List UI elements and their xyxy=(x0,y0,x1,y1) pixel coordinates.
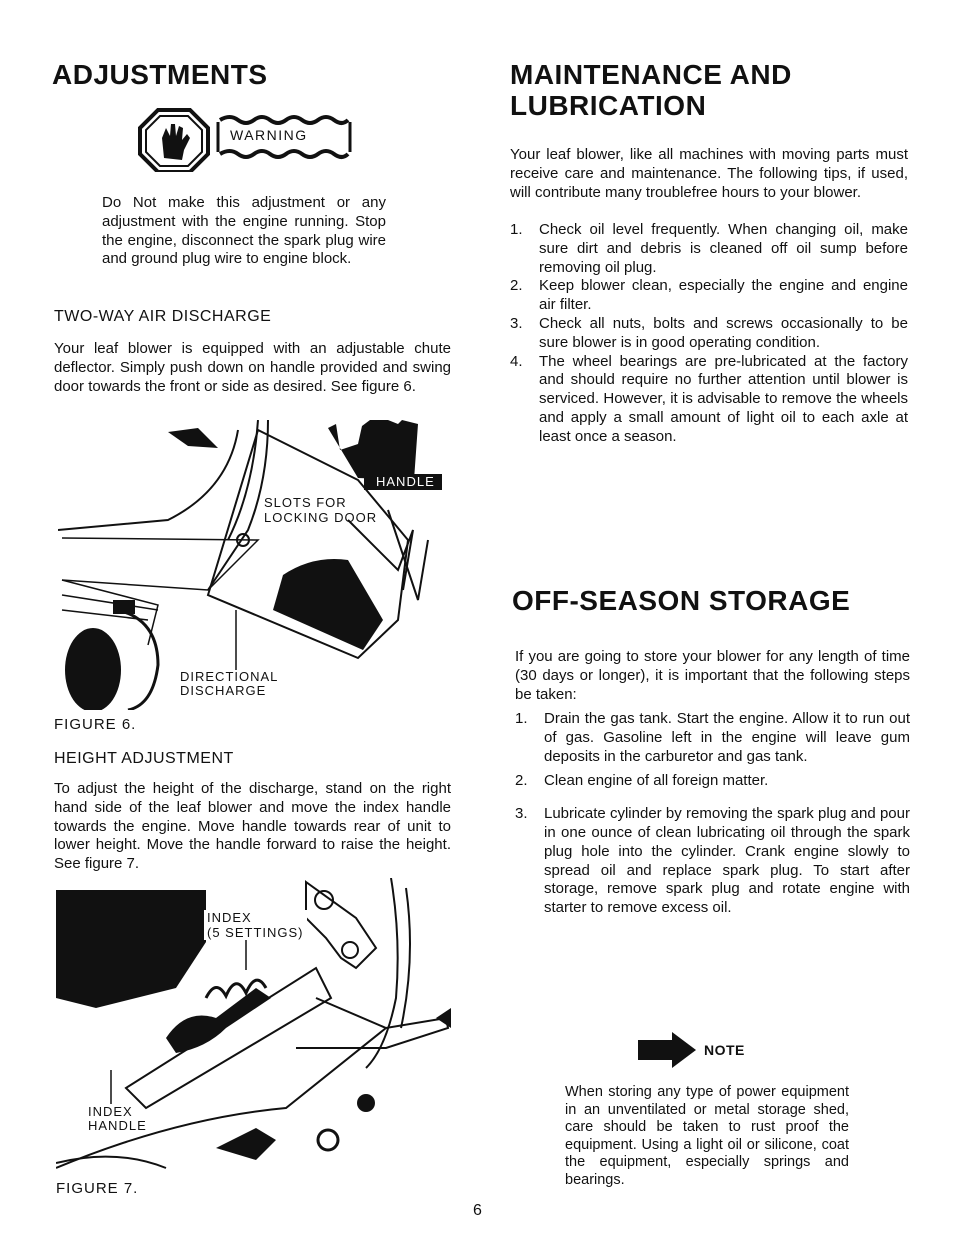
storage-steps xyxy=(515,710,910,918)
list-item: 3. Lubricate cylinder by removing the spark plug and pour in one ounce of clean lubricating oil through the spark plug hole into the cylinder. Crank engine slowly to spread oil and replace spark plug. To start after storage, remove spark plug and rotate engine with starter to remove excess oil. xyxy=(515,805,910,917)
maintenance-title-line2: LUBRICATION xyxy=(510,90,707,121)
fig7-label-index-1: INDEX xyxy=(207,910,252,925)
warning-label: WARNING xyxy=(230,127,308,143)
storage-title: OFF-SEASON STORAGE xyxy=(512,585,851,616)
arrow-right-icon xyxy=(636,1030,698,1070)
page-number: 6 xyxy=(473,1202,482,1219)
fig6-label-slots-2: LOCKING DOOR xyxy=(264,510,378,525)
note-header xyxy=(636,1030,756,1070)
height-heading: HEIGHT ADJUSTMENT xyxy=(54,750,234,767)
fig7-label-index-2: (5 SETTINGS) xyxy=(207,925,304,940)
list-item: 4. The wheel bearings are pre-lubricated at the factory and should require no further attention until blower is serviced. However, it is advisable to remove the wheels and apply a small amount of light oil to each axle at least once a season. xyxy=(510,352,908,445)
storage-intro: If you are going to store your blower for any length of time (30 days or longer), it is important that the following steps be taken: xyxy=(515,648,910,703)
fig7-label-handle-1: INDEX xyxy=(88,1104,133,1119)
two-way-text: Your leaf blower is equipped with an adjustable chute deflector. Simply push down on handle provided and swing door towards the front or side as desired. See figure 6. xyxy=(54,340,451,395)
figure-7-illustration xyxy=(56,878,452,1178)
height-text: To adjust the height of the discharge, stand on the right hand side of the leaf blower and move the index handle towards the engine. Move handle towards rear of unit to lower height. Move the handle forward to raise the height. See figure 7. xyxy=(54,780,451,873)
list-item: 2. Keep blower clean, especially the engine and engine air filter. xyxy=(510,277,908,314)
list-item: 1. Drain the gas tank. Start the engine. Allow it to run out of gas. Gasoline left in the engine will leave gum deposits in the carburetor and gas tank. xyxy=(515,710,910,765)
figure-6-caption: FIGURE 6. xyxy=(54,716,137,733)
chute-deflector-drawing xyxy=(58,420,448,710)
maintenance-title-line1: MAINTENANCE AND xyxy=(510,59,792,90)
adjustments-title: ADJUSTMENTS xyxy=(52,59,268,90)
maintenance-steps xyxy=(510,221,908,447)
warning-block xyxy=(138,108,358,172)
list-item: 3. Check all nuts, bolts and screws occasionally to be sure blower is in good operating condition. xyxy=(510,314,908,351)
fig6-label-slots-1: SLOTS FOR xyxy=(264,495,347,510)
fig7-label-handle-2: HANDLE xyxy=(88,1118,147,1133)
figure-7-caption: FIGURE 7. xyxy=(56,1180,139,1197)
list-item: 2. Clean engine of all foreign matter. xyxy=(515,772,769,790)
fig6-label-directional-1: DIRECTIONAL xyxy=(180,669,279,684)
figure-6-illustration xyxy=(58,420,448,710)
fig7-index-tag xyxy=(204,910,307,940)
note-text: When storing any type of power equipment in an unventilated or metal storage shed, care should be taken to rust proof the equipment. Using a light oil or silicone, coat the equipment, especially springs and bearings. xyxy=(565,1084,849,1188)
note-label: NOTE xyxy=(704,1042,745,1058)
two-way-heading: TWO-WAY AIR DISCHARGE xyxy=(54,308,272,325)
maintenance-intro: Your leaf blower, like all machines with moving parts must receive care and maintenance. The following tips, if used, will contribute many troublefree hours to your blower. xyxy=(510,146,908,201)
warning-text: Do Not make this adjustment or any adjustment with the engine running. Stop the engine, disconnect the spark plug wire and ground plug wire to engine block. xyxy=(102,194,386,268)
fig6-label-handle: HANDLE xyxy=(376,474,435,489)
fig6-label-directional-2: DISCHARGE xyxy=(180,683,267,698)
list-item: 1. Check oil level frequently. When changing oil, make sure dirt and debris is cleaned off oil sump before removing oil plug. xyxy=(510,221,908,276)
